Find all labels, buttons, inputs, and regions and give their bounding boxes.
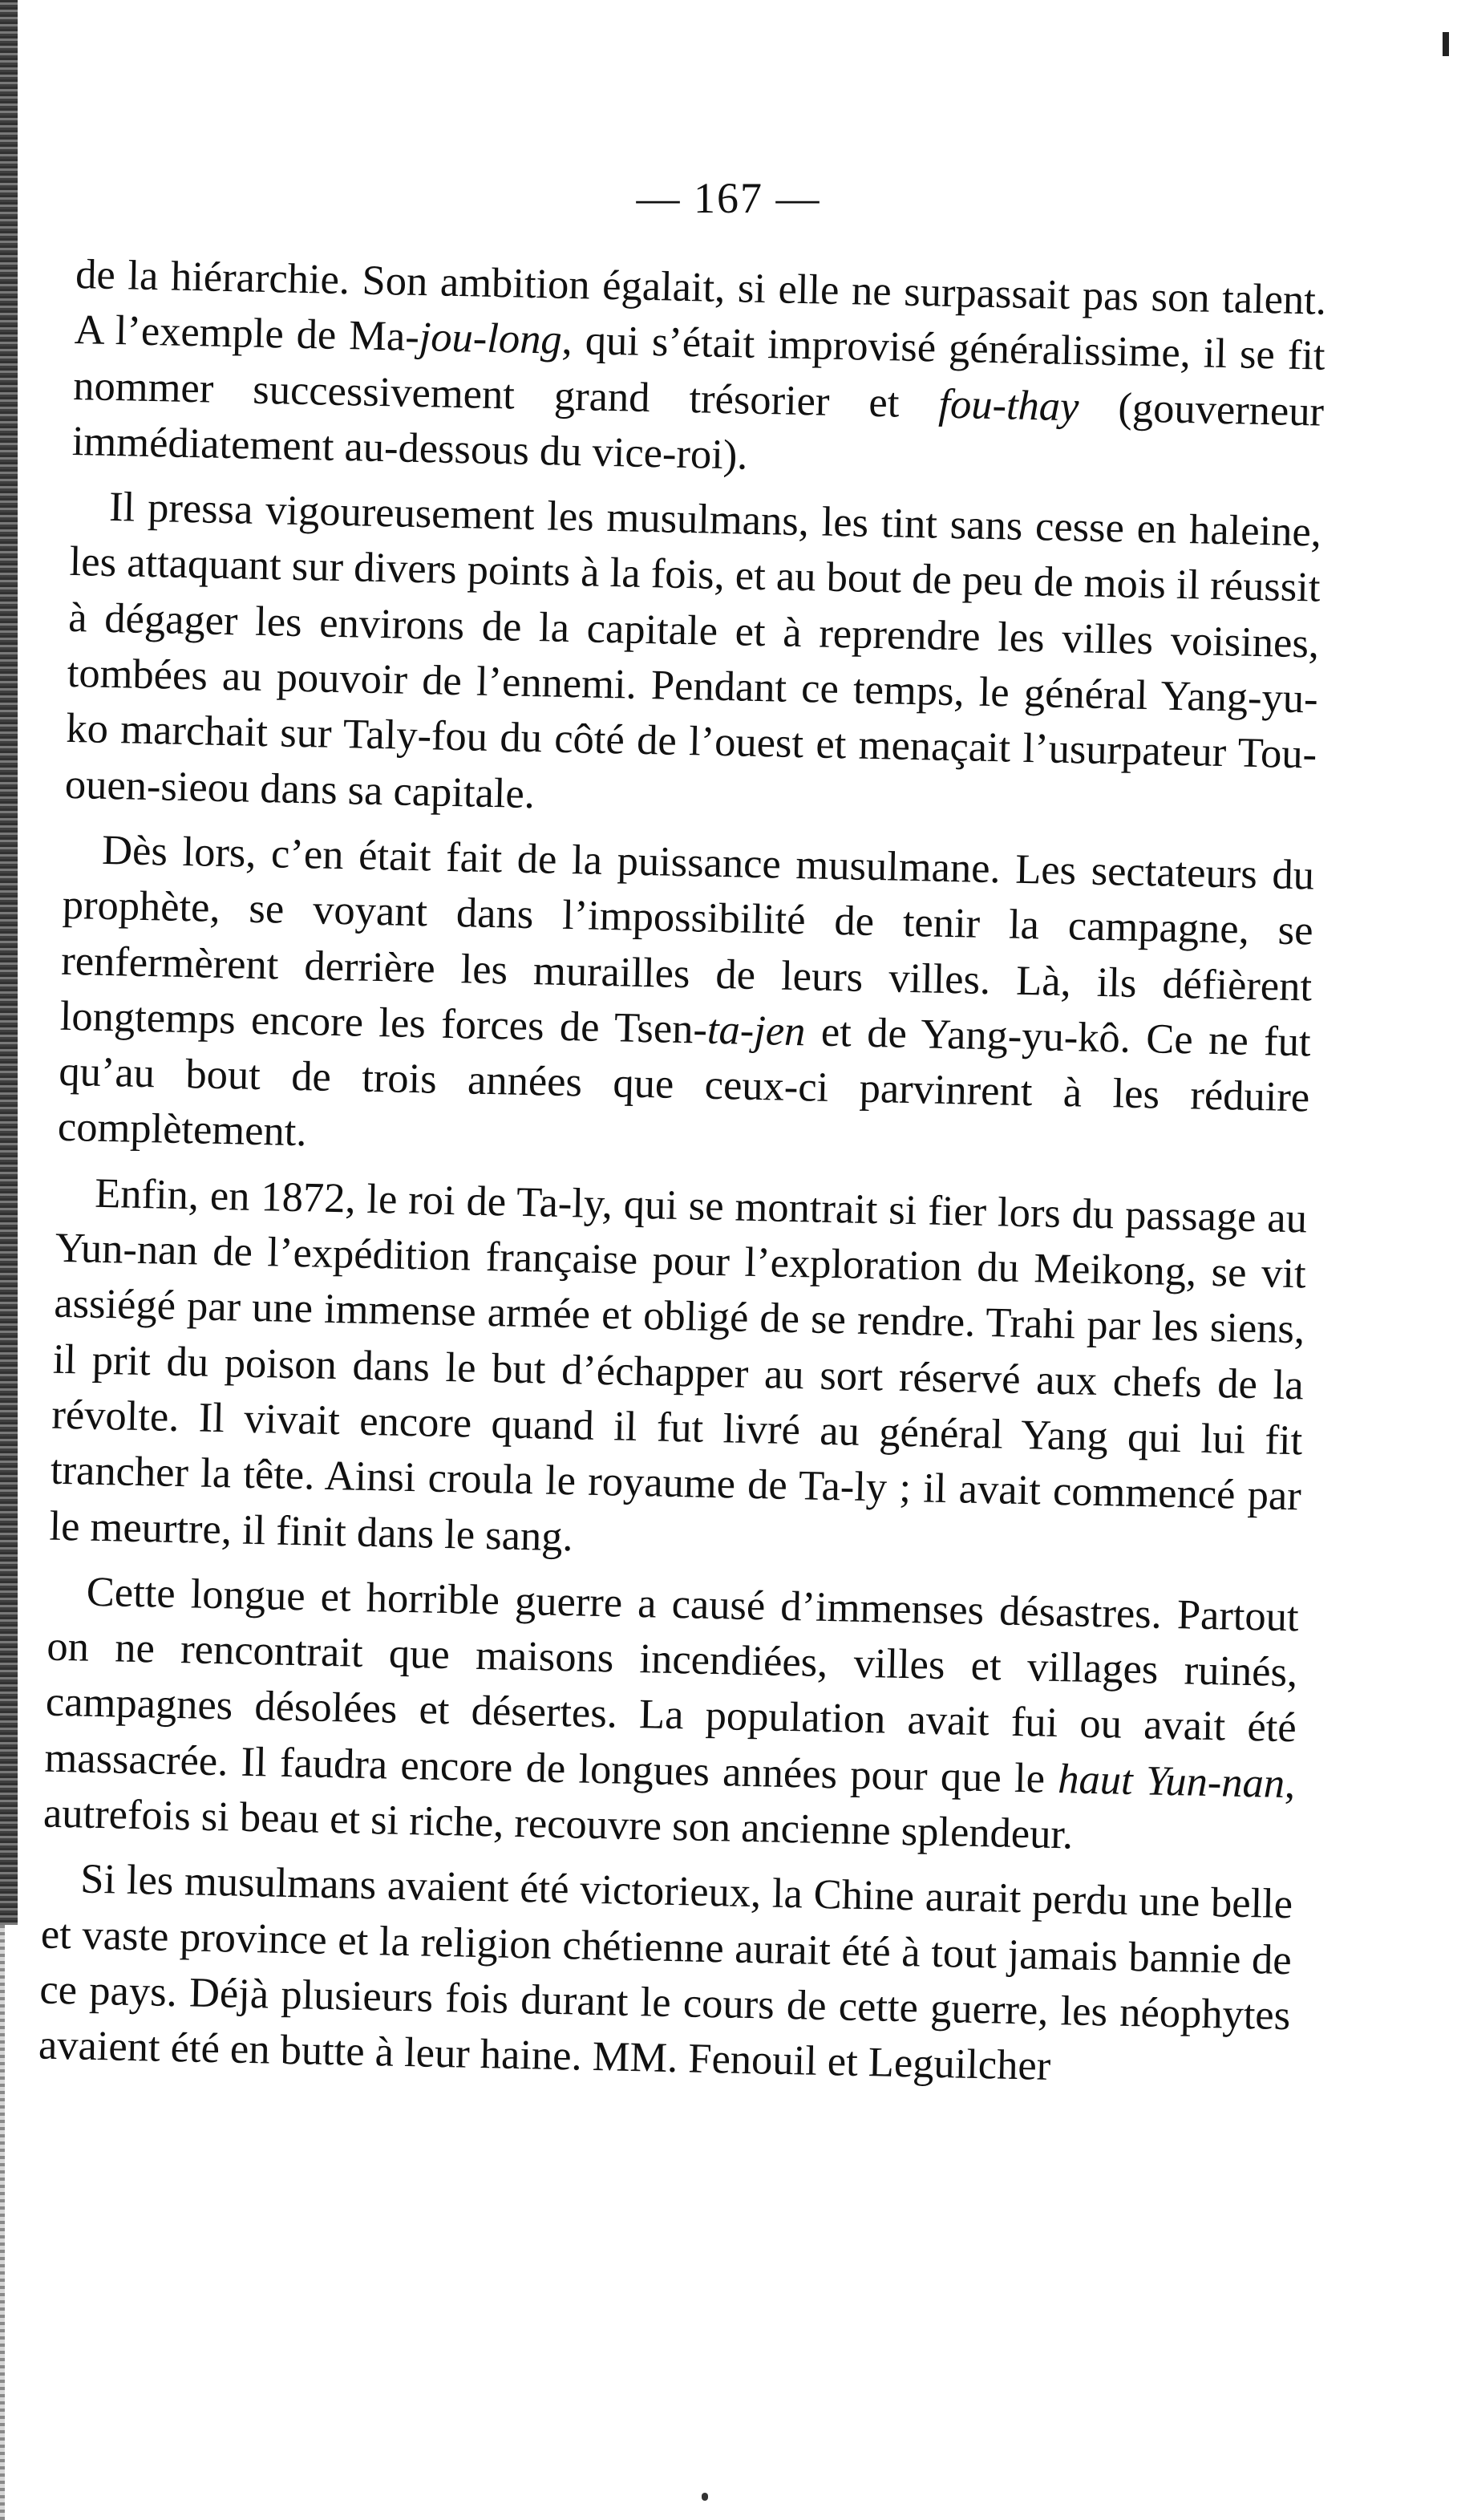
paragraph-2: Il pressa vigoureusement les musulmans, les tint sans cesse en haleine, les attaquant sur divers points à la fois, et au bout de peu de mois il réussit à dégager les environs de la capitale et à reprendre les villes voisines, tombées au pouvoir de l’ennemi. Pendant ce temps, le général Yang-yu-ko marchait sur Taly-fou du côté de l’ouest et menaçait l’usurpateur Tou-ouen-sieou dans sa capitale.: [64, 484, 1322, 817]
paragraph-5: [42, 1563, 1299, 1867]
paragraph-3: [57, 822, 1314, 1181]
page-number: — 167 —: [636, 174, 821, 222]
italic-term-fou-thay: fou-thay: [937, 380, 1080, 430]
body-text: [38, 247, 1327, 2109]
binding-edge-scan-artifact: [0, 0, 18, 1925]
paragraph-1: [71, 247, 1326, 496]
scan-mark-right: [1443, 32, 1449, 56]
paragraph-3-lead: Dès lors, c’en était fait de la puissance musulmane. Les sectateurs du prophète, se voyant dans l’impossibilité de tenir la campagne, se renfermèrent derrière les murailles de leurs villes. Là, ils défièrent longtemps encore les forces de Tsen-: [59, 826, 1315, 1053]
paragraph-5-lead: Cette longue et horrible guerre a causé d’immenses désastres. Partout on ne rencontrait que maisons incendiées, villes et villages ruinés, campagnes désolées et désertes. La population avait fui ou avait été massacrée. Il faudra encore de longues années pour que le: [43, 1568, 1300, 1802]
italic-term-ta-jen: ta-jen: [706, 1006, 807, 1055]
italic-term-jou-long: jou-long: [419, 314, 563, 363]
paragraph-5-tail: , autrefois si beau et si riche, recouvre son ancienne splendeur.: [42, 1760, 1296, 1858]
paragraph-3-tail: et de Yang-yu-kô. Ce ne fut qu’au bout de trois années que ceux-ci parvinrent à les réduire complètement.: [57, 1008, 1312, 1156]
binding-edge-scan-artifact-lower: [0, 1925, 5, 2520]
paragraph-1-mid: , qui s’était improvisé généralissime, il se fit nommer successivement grand trésorier et: [72, 317, 1326, 427]
paragraph-1-tail: (gouverneur immédiatement au-dessous du vice-roi).: [71, 383, 1325, 479]
scan-mark-bottom: [702, 2493, 708, 2501]
paragraph-1-lead: de la hiérarchie. Son ambition égalait, si elle ne surpassait pas son talent. A l’exemple de Ma-: [74, 250, 1327, 361]
paragraph-6: Si les musulmans avaient été victorieux, la Chine aurait perdu une belle et vaste province et la religion chétienne aurait été à tout jamais bannie de ce pays. Déjà plusieurs fois durant le cours de cette guerre, les néophytes avaient été en butte à leur haine. MM. Fenouil et Leguilcher: [38, 1855, 1293, 2090]
italic-term-haut-yun-nan: haut Yun-nan: [1057, 1755, 1285, 1807]
paragraph-4: Enfin, en 1872, le roi de Ta-ly, qui se montrait si fier lors du passage au Yun-nan de l’expédition française pour l’exploration du Meikong, se vit assiégé par une immense armée et obligé de se rendre. Trahi par les siens, il prit du poison dans le but d’échapper au sort réservé aux chefs de la révolte. Il vivait encore quand il fut livré au général Yang qui lui fit trancher la tête. Ainsi croula le royaume de Ta-ly ; il avait commencé par le meurtre, il finit dans le sang.: [48, 1169, 1308, 1560]
